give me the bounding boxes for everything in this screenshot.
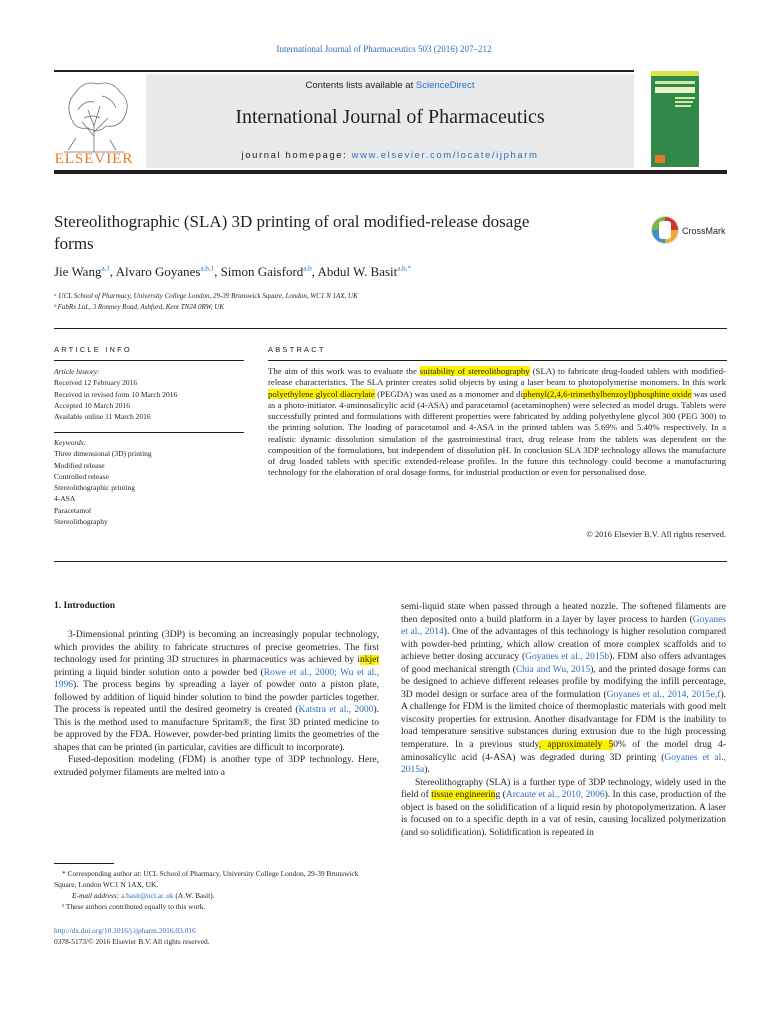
journal-header-banner xyxy=(146,74,634,168)
homepage-prefix: journal homepage: xyxy=(241,150,352,161)
citation-link[interactable]: Goyanes et al., 2015b xyxy=(525,652,610,663)
history-item: Accepted 10 March 2016 xyxy=(54,400,131,410)
keyword-item: Three dimensional (3D) printing xyxy=(54,449,152,459)
crossmark-label[interactable]: CrossMark xyxy=(682,226,726,236)
history-keywords-rule xyxy=(54,432,244,433)
abstract-bottom-rule xyxy=(54,561,727,562)
author-separator: , xyxy=(214,264,221,279)
journal-citation[interactable]: International Journal of Pharmaceutics 503 (2016) 207–212 xyxy=(276,44,492,54)
abstract-heading: ABSTRACT xyxy=(268,345,326,354)
elsevier-wordmark: ELSEVIER xyxy=(54,151,134,167)
citation-link[interactable]: Katstra et al., 2000 xyxy=(298,705,374,716)
text-run: semi-liquid state when passed through a heated nozzle. The softened filaments are then deposited onto a build platform in a layer by layer process to harden ( xyxy=(401,602,726,625)
keyword-item: Controlled release xyxy=(54,471,109,481)
contents-line xyxy=(146,80,634,91)
text-run: ). xyxy=(424,765,430,776)
doi-block xyxy=(54,925,210,947)
text-run: ). This is the method used to manufacture Spritam®, the first 3D printed medicine to be approved by the FDA. However, powder-bed printing limits the geometries of the shapes that can be printed (in particular, cavities are difficult to incorporate). xyxy=(54,705,379,753)
email-link[interactable]: a.basit@ucl.ac.uk xyxy=(121,891,174,900)
email-line xyxy=(54,890,381,901)
intro-paragraph-1 xyxy=(54,629,379,754)
citation-link[interactable]: Chia and Wu, 2015 xyxy=(515,664,591,675)
author-name: Abdul W. Basit xyxy=(317,264,398,279)
text-run: ). FDM also offers advantages of good mechanical strength ( xyxy=(401,652,726,675)
header-top-rule xyxy=(54,70,634,72)
homepage-link[interactable]: www.elsevier.com/locate/ijpharm xyxy=(351,150,539,161)
article-history xyxy=(54,366,244,422)
journal-cover-thumbnail xyxy=(651,71,699,167)
text-highlight: , approximately 5 xyxy=(538,740,614,751)
article-title-line-1: Stereolithographic (SLA) 3D printing of oral modified-release dosage xyxy=(54,212,530,231)
text-run: ). One of the advantages of this technology is higher resolution compared with powder-bed printing, which allow creation of more complex scaffolds and to achieve better dosing accuracy ( xyxy=(401,627,726,663)
email-suffix: (A.W. Basit). xyxy=(173,891,215,900)
keywords-list xyxy=(54,437,244,527)
sciencedirect-link[interactable]: ScienceDirect xyxy=(415,80,475,91)
crossmark-icon[interactable] xyxy=(650,213,680,247)
abstract-text-run: (PEGDA) was used as a monomer and di xyxy=(374,388,524,399)
history-item: Received 12 February 2016 xyxy=(54,378,138,388)
journal-title: International Journal of Pharmaceutics xyxy=(235,106,545,128)
keyword-item: Stereolithography xyxy=(54,517,108,527)
article-info-heading: ARTICLE INFO xyxy=(54,345,132,354)
abstract-heading-rule xyxy=(268,360,727,361)
abstract-highlight: suitability of stereolithography xyxy=(419,366,530,376)
abstract-text-run: was used as a photo-initiator. 4-aminosalicylic acid (4-ASA) and paracetamol (acetaminophen) were selected as model drugs. Tablets were successfully printed and formulations with different properties were fabricated by adding polyethylene glycol 300 (PEG 300) to the printing solution. The loading of paracetamol and 4-ASA in the printed tablets was 5.69% and 5.40% respectively. In a realistic dynamic dissolution simulation of the gastrointestinal tract, drug release from the tablets was dependent on the composition of the formulations, but independent of dissolution pH. In conclusion SLA 3DP technology allows the manufacture of drug loaded tablets with specific extended-release profiles. In the future this technology could become a manufacturing technology for the elaboration of oral dosage forms, for industrial production or even for personalised dose. xyxy=(268,388,727,478)
text-run: printing a liquid binder solution onto a powder bed ( xyxy=(54,667,264,678)
author-affiliation-sup[interactable]: a,b xyxy=(303,264,312,273)
intro-paragraph-4 xyxy=(401,777,726,840)
affiliation-a: ᵃ UCL School of Pharmacy, University College London, 29-39 Brunswick Square, London, WC1 N 1AX, UK xyxy=(54,292,358,300)
keyword-item: 4-ASA xyxy=(54,494,76,504)
citation-link[interactable]: Rowe et al., 2000; Wu et al., 1996 xyxy=(54,667,379,691)
text-highlight: tissue engineerin xyxy=(431,790,496,801)
homepage-line xyxy=(146,150,634,161)
text-run: Stereolithography (SLA) is a further type of 3DP technology, widely used in the field of xyxy=(401,777,726,801)
footnotes xyxy=(54,868,381,912)
history-item: Available online 11 March 2016 xyxy=(54,412,151,422)
citation-link[interactable]: Goyanes et al., 2014 xyxy=(401,614,726,638)
author-list xyxy=(54,264,411,280)
email-label: E-mail address: xyxy=(72,891,121,900)
keyword-item: Modified release xyxy=(54,460,105,470)
history-item: Received in revised form 10 March 2016 xyxy=(54,389,178,399)
text-highlight: nkjet xyxy=(360,655,379,666)
left-column xyxy=(54,629,379,780)
citation-link[interactable]: Goyanes et al., 2014, 2015e,f xyxy=(606,689,721,700)
keyword-item: Stereolithographic printing xyxy=(54,483,136,493)
intro-paragraph-3 xyxy=(401,601,726,777)
author-separator: , xyxy=(109,264,116,279)
citation-link[interactable]: Goyanes et al., 2015a xyxy=(401,752,727,776)
text-run: 0% of the model drug 4-aminosalicylic acid (4-ASA) was degraded during 3D printing ( xyxy=(401,740,726,763)
text-run: ), and the printed dosage forms can be designed to achieve different releases profile by modifying the infill percentage, 3D model design or surface area of the formulation ( xyxy=(401,664,727,700)
abstract-copyright: © 2016 Elsevier B.V. All rights reserved. xyxy=(586,529,726,539)
text-run: ). In this case, production of the object is based on the solidification of a liquid resin by photopolymerization. A laser is focused on to a specific depth in a vat of resin, causing localized polymerization (and so solidification). Solidification is repeated in xyxy=(401,790,727,838)
abstract-text xyxy=(268,366,726,479)
abstract-text-run: The aim of this work was to evaluate the xyxy=(268,366,420,376)
author-affiliation-sup[interactable]: a,1 xyxy=(101,264,110,273)
author-affiliation-sup[interactable]: a,b,* xyxy=(397,264,411,273)
author-separator: , xyxy=(311,264,318,279)
header-bottom-rule xyxy=(54,170,727,174)
text-run: g ( xyxy=(495,790,506,801)
keyword-item: Paracetamol xyxy=(54,505,92,515)
abstract-highlight: phenyl(2,4,6-trimethylbenzoyl)phosphine oxide xyxy=(523,388,692,399)
author-name: Alvaro Goyanes xyxy=(115,264,201,279)
author-name: Jie Wang xyxy=(54,264,102,279)
right-column xyxy=(401,601,726,839)
equal-contribution-note: ¹ These authors contributed equally to this work. xyxy=(62,902,206,911)
info-heading-rule xyxy=(54,360,244,361)
intro-paragraph-2: Fused-deposition modeling (FDM) is another type of 3DP technology. Here, extruded polymer filaments are melted into a xyxy=(54,755,379,779)
citation-link[interactable]: Arcaute et al., 2010, 2006 xyxy=(505,790,605,801)
text-run: ). The process begins by spreading a layer of powder onto a piston plate, followed by addition of liquid binder solution to bind the powder particles together. The process is repeated until the desired geometry is created ( xyxy=(54,680,379,716)
history-label: Article history: xyxy=(54,367,100,376)
affiliation-b: ᵇ FabRx Ltd., 3 Romney Road, Ashford, Kent TN24 0RW, UK xyxy=(54,303,225,311)
issn-line: 0378-5173/© 2016 Elsevier B.V. All rights reserved. xyxy=(54,937,210,946)
text-run: ). A challenge for FDM is the limited choice of thermoplastic materials with good melt viscosity properties for extrusion. Another disadvantage for FDM is the inability to load temperature sensitive substances during extrusion due to the high processing temperature. In a previous study xyxy=(401,689,726,751)
info-top-rule xyxy=(54,328,727,329)
doi-link[interactable]: http://dx.doi.org/10.1016/j.ijpharm.2016.03.016 xyxy=(54,926,196,935)
author-affiliation-sup[interactable]: a,b,1 xyxy=(200,264,215,273)
abstract-highlight: polyethylene glycol diacrylate xyxy=(268,388,375,399)
contents-prefix: Contents lists available at xyxy=(305,80,416,91)
introduction-heading: 1. Introduction xyxy=(54,601,116,611)
author-name: Simon Gaisford xyxy=(220,264,304,279)
footnote-rule xyxy=(54,863,114,864)
abstract-text-run: (SLA) to fabricate drug-loaded tablets with modified-release characteristics. The SLA printer creates solid objects by using a laser beam to photopolymerise monomers. In this work xyxy=(268,366,726,388)
text-run: 3-Dimensional printing (3DP) is becoming an increasingly popular technology, which provides the ability to fabricate structures of precise geometries. The first technology used for printing 3D structures in pharmaceutics was achieved by i xyxy=(54,630,379,666)
article-title xyxy=(54,211,644,255)
corresponding-author-note: * Corresponding author at: UCL School of Pharmacy, University College London, 29-39 Brunswick Square, London WC1 N 1AX, UK. xyxy=(54,869,359,889)
keywords-label: Keywords: xyxy=(54,438,87,447)
article-title-line-2: forms xyxy=(54,234,94,253)
